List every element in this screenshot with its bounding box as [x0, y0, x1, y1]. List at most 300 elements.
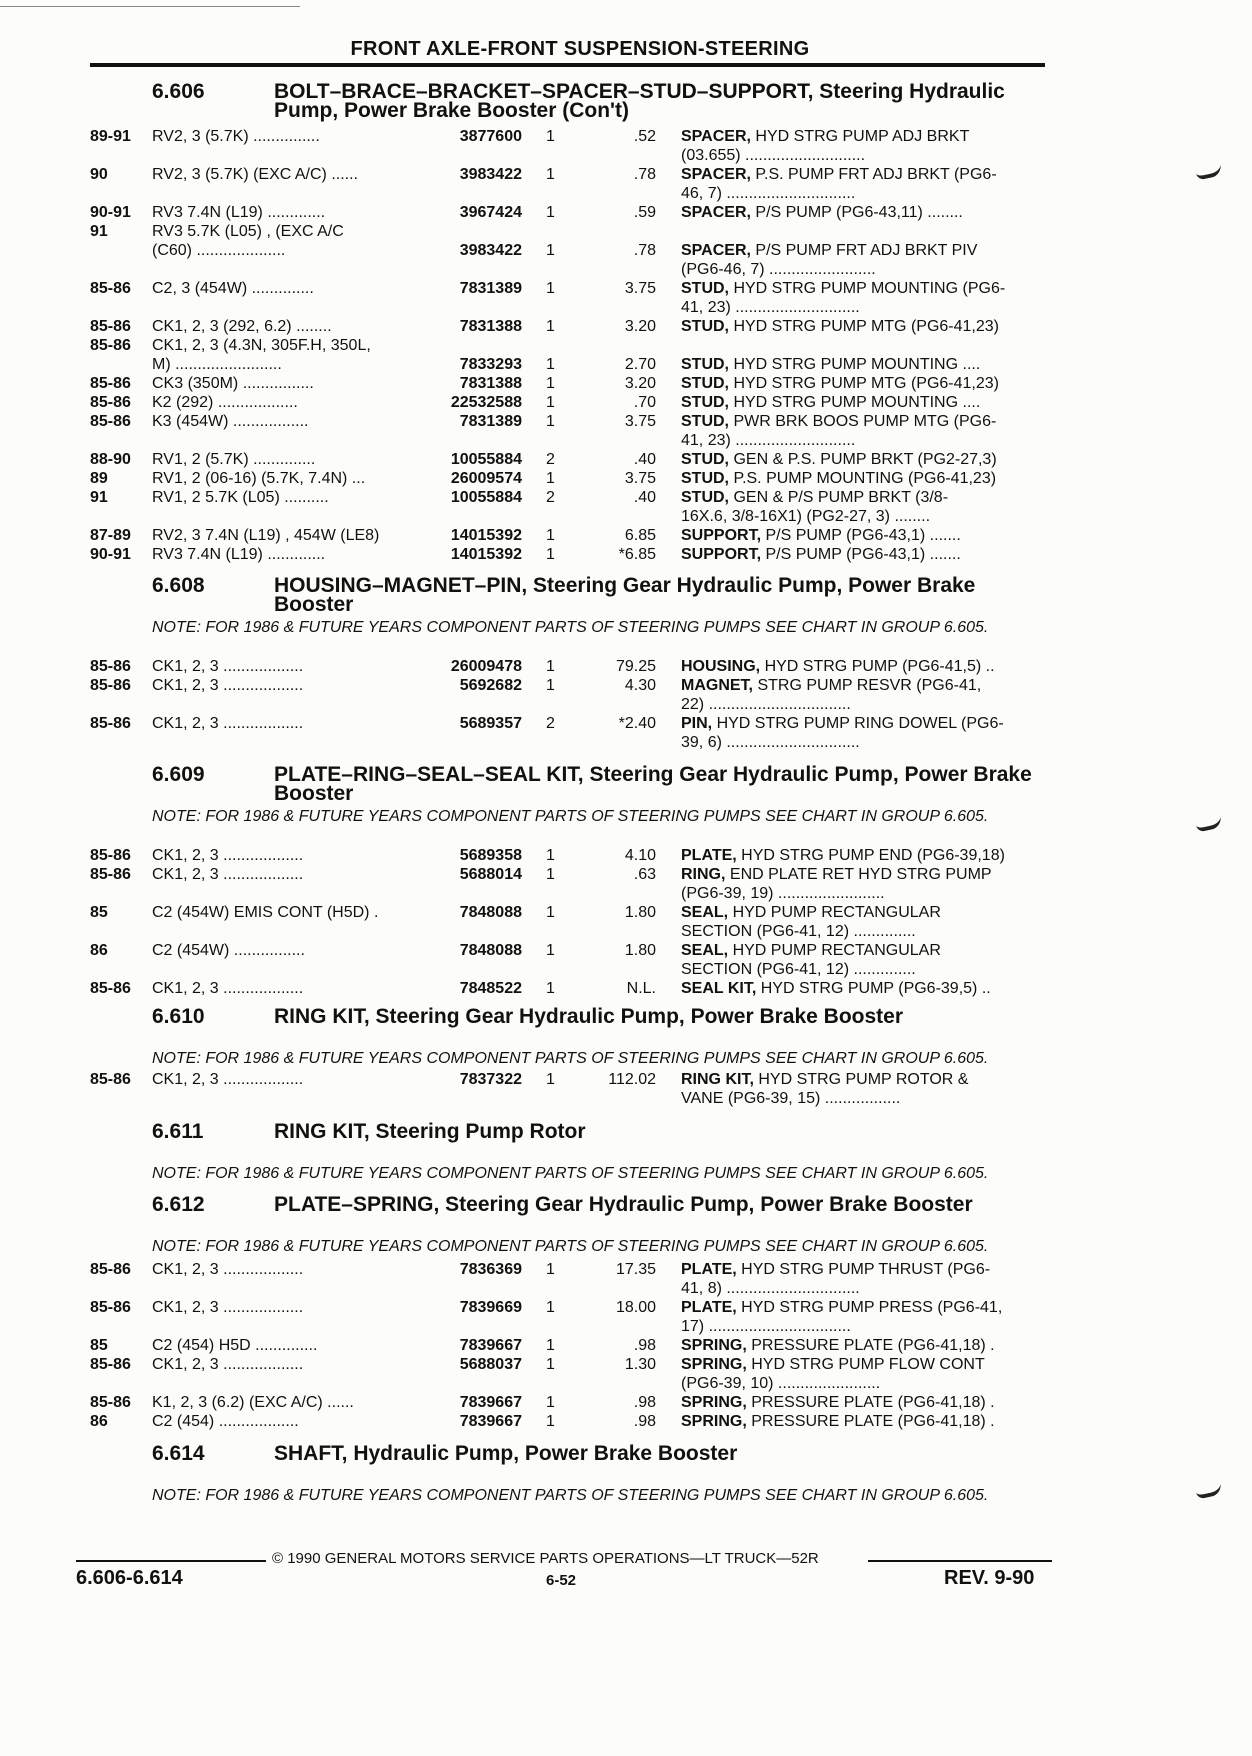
- description-text: SECTION (PG6-41, 12) ..............: [681, 961, 916, 978]
- model-years: 86: [90, 942, 108, 959]
- description-noun: STUD,: [681, 280, 729, 297]
- section-number: 6.611: [152, 1120, 204, 1143]
- part-row: [0, 165, 1252, 184]
- footer-section-range: 6.606-6.614: [76, 1567, 183, 1589]
- description: [681, 1279, 860, 1298]
- model-years: 85-86: [90, 677, 131, 694]
- description: [681, 127, 969, 146]
- description-text: END PLATE RET HYD STRG PUMP: [729, 866, 992, 883]
- description-text: STRG PUMP RESVR (PG6-41,: [757, 677, 982, 694]
- part-number: 7848522: [459, 980, 522, 997]
- part-row: [0, 657, 1252, 676]
- section-number: 6.610: [152, 1005, 205, 1028]
- quantity: 1: [546, 527, 555, 544]
- description-text: PRESSURE PLATE (PG6-41,18) .: [751, 1413, 995, 1430]
- part-row: [0, 545, 1252, 564]
- description-text: P/S PUMP (PG6-43,1) .......: [765, 527, 961, 544]
- application: K1, 2, 3 (6.2) (EXC A/C) ......: [152, 1394, 354, 1411]
- description: [681, 469, 996, 488]
- model-years: 85-86: [90, 337, 131, 354]
- description-noun: SPRING,: [681, 1356, 747, 1373]
- price: *6.85: [618, 546, 656, 563]
- description: [681, 450, 997, 469]
- description-text: (PG6-46, 7) ........................: [681, 261, 876, 278]
- description: [681, 714, 1004, 733]
- part-row: [0, 374, 1252, 393]
- description-noun: RING KIT,: [681, 1071, 754, 1088]
- description-text: P.S. PUMP MOUNTING (PG6-41,23): [733, 470, 997, 487]
- application: K2 (292) ..................: [152, 394, 298, 411]
- description-text: HYD STRG PUMP MTG (PG6-41,23): [733, 318, 999, 335]
- application: C2 (454) H5D ..............: [152, 1337, 318, 1354]
- section-number: 6.612: [152, 1193, 205, 1216]
- price: *2.40: [618, 715, 656, 732]
- description: [681, 203, 963, 222]
- top-scan-line: [0, 6, 300, 7]
- model-years: 85-86: [90, 1299, 131, 1316]
- description-text: 39, 6) ..............................: [681, 734, 860, 751]
- part-number: 3983422: [459, 166, 522, 183]
- description: [681, 545, 961, 564]
- part-row: [0, 695, 1252, 714]
- description: [681, 526, 961, 545]
- section-note: NOTE: FOR 1986 & FUTURE YEARS COMPONENT PARTS OF STEERING PUMPS SEE CHART IN GROUP 6.605.: [152, 1050, 989, 1067]
- description-noun: STUD,: [681, 470, 729, 487]
- description-text: 41, 23) ............................: [681, 299, 860, 316]
- application: C2 (454) ..................: [152, 1413, 299, 1430]
- section-number: 6.614: [152, 1442, 205, 1465]
- part-row: [0, 1317, 1252, 1336]
- part-number: 10055884: [450, 451, 522, 468]
- model-years: 85-86: [90, 1071, 131, 1088]
- price: 3.75: [624, 470, 656, 487]
- application: CK1, 2, 3 ..................: [152, 847, 304, 864]
- model-years: 89: [90, 470, 108, 487]
- quantity: 1: [546, 1394, 555, 1411]
- price: .98: [633, 1413, 656, 1430]
- part-row: [0, 127, 1252, 146]
- description-noun: SPACER,: [681, 204, 751, 221]
- price: 2.70: [624, 356, 656, 373]
- price: 3.75: [624, 280, 656, 297]
- section-title: SHAFT, Hydraulic Pump, Power Brake Booster: [274, 1442, 738, 1465]
- description-noun: SPRING,: [681, 1413, 747, 1430]
- part-number: 7831389: [459, 413, 522, 430]
- application: M) ........................: [152, 356, 282, 373]
- model-years: 85-86: [90, 1356, 131, 1373]
- quantity: 1: [546, 980, 555, 997]
- quantity: 1: [546, 128, 555, 145]
- quantity: 1: [546, 394, 555, 411]
- description: [681, 431, 855, 450]
- part-row: [0, 846, 1252, 865]
- part-row: [0, 526, 1252, 545]
- application: (C60) ....................: [152, 242, 286, 259]
- application: CK1, 2, 3 (292, 6.2) ........: [152, 318, 332, 335]
- description: [681, 165, 997, 184]
- model-years: 85-86: [90, 413, 131, 430]
- description-text: HYD STRG PUMP MTG (PG6-41,23): [733, 375, 999, 392]
- quantity: 1: [546, 1071, 555, 1088]
- part-number: 7831388: [459, 375, 522, 392]
- description-text: 22) ................................: [681, 696, 851, 713]
- model-years: 89-91: [90, 128, 131, 145]
- application: RV3 7.4N (L19) .............: [152, 546, 326, 563]
- application: CK3 (350M) ................: [152, 375, 314, 392]
- description-noun: STUD,: [681, 394, 729, 411]
- description-noun: SPACER,: [681, 128, 751, 145]
- description-text: HYD STRG PUMP MOUNTING ....: [733, 356, 981, 373]
- description: [681, 355, 980, 374]
- section-note: NOTE: FOR 1986 & FUTURE YEARS COMPONENT PARTS OF STEERING PUMPS SEE CHART IN GROUP 6.605.: [152, 1487, 989, 1504]
- description-text: HYD STRG PUMP THRUST (PG6-: [741, 1261, 991, 1278]
- description: [681, 241, 977, 260]
- price: N.L.: [626, 980, 656, 997]
- description-text: PWR BRK BOOS PUMP MTG (PG6-: [733, 413, 997, 430]
- part-number: 7833293: [459, 356, 522, 373]
- description: [681, 1355, 985, 1374]
- price: 4.30: [624, 677, 656, 694]
- application: RV1, 2 (06-16) (5.7K, 7.4N) ...: [152, 470, 366, 487]
- part-number: 7848088: [459, 904, 522, 921]
- application: CK1, 2, 3 ..................: [152, 658, 304, 675]
- description-text: 41, 8) ..............................: [681, 1280, 860, 1297]
- model-years: 85-86: [90, 715, 131, 732]
- description: [681, 393, 980, 412]
- price: 1.80: [624, 904, 656, 921]
- model-years: 90-91: [90, 546, 131, 563]
- description-text: HYD STRG PUMP MOUNTING (PG6-: [733, 280, 1006, 297]
- model-years: 85-86: [90, 318, 131, 335]
- price: .40: [633, 451, 656, 468]
- model-years: 85-86: [90, 280, 131, 297]
- model-years: 86: [90, 1413, 108, 1430]
- price: .78: [633, 166, 656, 183]
- model-years: 87-89: [90, 527, 131, 544]
- part-row: [0, 1279, 1252, 1298]
- page-header-title: FRONT AXLE-FRONT SUSPENSION-STEERING: [350, 38, 810, 60]
- part-number: 5688037: [459, 1356, 522, 1373]
- model-years: 88-90: [90, 451, 131, 468]
- description-noun: SPACER,: [681, 166, 751, 183]
- description-noun: PLATE,: [681, 1299, 737, 1316]
- model-years: 85-86: [90, 394, 131, 411]
- section-title: RING KIT, Steering Gear Hydraulic Pump, Power Brake Booster: [274, 1005, 904, 1028]
- part-number: 26009478: [450, 658, 522, 675]
- description: [681, 865, 992, 884]
- description-text: HYD STRG PUMP PRESS (PG6-41,: [741, 1299, 1003, 1316]
- part-row: [0, 1336, 1252, 1355]
- part-row: [0, 1374, 1252, 1393]
- price: .78: [633, 242, 656, 259]
- model-years: 85-86: [90, 1261, 131, 1278]
- price: .63: [633, 866, 656, 883]
- description-noun: STUD,: [681, 318, 729, 335]
- application: RV2, 3 7.4N (L19) , 454W (LE8): [152, 527, 380, 544]
- model-years: 90: [90, 166, 108, 183]
- description-noun: RING,: [681, 866, 726, 883]
- part-number: 5692682: [459, 677, 522, 694]
- description-noun: PLATE,: [681, 1261, 737, 1278]
- part-row: [0, 317, 1252, 336]
- description-noun: PLATE,: [681, 847, 737, 864]
- part-number: 5689358: [459, 847, 522, 864]
- description-text: 41, 23) ...........................: [681, 432, 856, 449]
- section-title: BOLT–BRACE–BRACKET–SPACER–STUD–SUPPORT, Steering Hydraulic Pump, Power Brake Booster (Con't): [274, 80, 1005, 122]
- description-text: P/S PUMP (PG6-43,1) .......: [765, 546, 961, 563]
- application: CK1, 2, 3 ..................: [152, 677, 304, 694]
- price: .70: [633, 394, 656, 411]
- footer-rule-left: [76, 1560, 266, 1562]
- description: [681, 676, 981, 695]
- description-text: PRESSURE PLATE (PG6-41,18) .: [751, 1394, 995, 1411]
- part-row: [0, 507, 1252, 526]
- description: [681, 298, 860, 317]
- price: 17.35: [615, 1261, 656, 1278]
- part-row: [0, 1412, 1252, 1431]
- description-text: (03.655) ...........................: [681, 147, 866, 164]
- model-years: 85-86: [90, 375, 131, 392]
- description-noun: SEAL,: [681, 904, 729, 921]
- description-noun: SUPPORT,: [681, 527, 762, 544]
- application: RV2, 3 (5.7K) (EXC A/C) ......: [152, 166, 358, 183]
- description: [681, 979, 991, 998]
- model-years: 85: [90, 1337, 108, 1354]
- section-note: NOTE: FOR 1986 & FUTURE YEARS COMPONENT PARTS OF STEERING PUMPS SEE CHART IN GROUP 6.605.: [152, 1238, 989, 1255]
- quantity: 2: [546, 451, 555, 468]
- description: [681, 695, 851, 714]
- binder-mark: [1195, 815, 1223, 832]
- quantity: 1: [546, 280, 555, 297]
- part-row: [0, 884, 1252, 903]
- description-noun: SEAL KIT,: [681, 980, 757, 997]
- application: CK1, 2, 3 ..................: [152, 1071, 304, 1088]
- description-noun: STUD,: [681, 356, 729, 373]
- part-row: [0, 431, 1252, 450]
- description-text: GEN & P.S. PUMP BRKT (PG2-27,3): [733, 451, 997, 468]
- quantity: 1: [546, 942, 555, 959]
- description: [681, 507, 930, 526]
- part-number: 7848088: [459, 942, 522, 959]
- part-number: 3967424: [459, 204, 522, 221]
- description: [681, 1412, 995, 1431]
- price: 4.10: [624, 847, 656, 864]
- model-years: 85-86: [90, 1394, 131, 1411]
- part-row: [0, 922, 1252, 941]
- price: 1.30: [624, 1356, 656, 1373]
- description: [681, 260, 876, 279]
- part-row: [0, 903, 1252, 922]
- description-text: HYD PUMP RECTANGULAR: [732, 904, 941, 921]
- part-number: 26009574: [450, 470, 522, 487]
- section-number: 6.606: [152, 80, 205, 103]
- price: 6.85: [624, 527, 656, 544]
- price: 3.20: [624, 375, 656, 392]
- quantity: 1: [546, 1337, 555, 1354]
- part-row: [0, 260, 1252, 279]
- application: C2 (454W) ................: [152, 942, 305, 959]
- description: [681, 374, 999, 393]
- part-number: 10055884: [450, 489, 522, 506]
- application: CK1, 2, 3 ..................: [152, 980, 304, 997]
- quantity: 1: [546, 356, 555, 373]
- description-noun: STUD,: [681, 489, 729, 506]
- model-years: 85-86: [90, 980, 131, 997]
- part-row: [0, 714, 1252, 733]
- quantity: 1: [546, 242, 555, 259]
- application: CK1, 2, 3 (4.3N, 305F.H, 350L,: [152, 337, 371, 354]
- part-row: [0, 1070, 1252, 1089]
- part-row: [0, 469, 1252, 488]
- section-note: NOTE: FOR 1986 & FUTURE YEARS COMPONENT PARTS OF STEERING PUMPS SEE CHART IN GROUP 6.605.: [152, 808, 989, 825]
- part-row: [0, 184, 1252, 203]
- part-row: [0, 336, 1252, 355]
- description-noun: SPRING,: [681, 1394, 747, 1411]
- model-years: 90-91: [90, 204, 131, 221]
- description-text: P/S PUMP (PG6-43,11) ........: [755, 204, 963, 221]
- description: [681, 846, 1005, 865]
- description-text: HYD STRG PUMP FLOW CONT: [751, 1356, 985, 1373]
- description-text: 17) ................................: [681, 1318, 851, 1335]
- part-row: [0, 279, 1252, 298]
- quantity: 1: [546, 166, 555, 183]
- part-row: [0, 488, 1252, 507]
- description: [681, 733, 860, 752]
- description-text: (PG6-39, 10) .......................: [681, 1375, 881, 1392]
- description-text: P.S. PUMP FRT ADJ BRKT (PG6-: [755, 166, 997, 183]
- description-text: GEN & P/S PUMP BRKT (3/8-: [733, 489, 949, 506]
- description: [681, 488, 948, 507]
- application: RV1, 2 (5.7K) ..............: [152, 451, 316, 468]
- footer-rule-right: [868, 1560, 1052, 1562]
- footer-page-number: 6-52: [546, 1572, 577, 1589]
- description: [681, 884, 885, 903]
- quantity: 1: [546, 677, 555, 694]
- quantity: 1: [546, 1299, 555, 1316]
- description-text: HYD STRG PUMP RING DOWEL (PG6-: [716, 715, 1004, 732]
- description-noun: STUD,: [681, 413, 729, 430]
- description: [681, 1089, 900, 1108]
- description: [681, 941, 941, 960]
- quantity: 2: [546, 715, 555, 732]
- footer-copyright: © 1990 GENERAL MOTORS SERVICE PARTS OPERATIONS—LT TRUCK—52R: [272, 1550, 819, 1567]
- part-row: [0, 298, 1252, 317]
- part-row: [0, 865, 1252, 884]
- part-row: [0, 355, 1252, 374]
- price: 3.20: [624, 318, 656, 335]
- price: 18.00: [615, 1299, 656, 1316]
- description-text: HYD STRG PUMP (PG6-39,5) ..: [760, 980, 991, 997]
- description: [681, 317, 999, 336]
- part-number: 3877600: [459, 128, 522, 145]
- part-row: [0, 1260, 1252, 1279]
- section-number: 6.609: [152, 763, 205, 786]
- footer-revision: REV. 9-90: [944, 1567, 1035, 1589]
- part-row: [0, 1089, 1252, 1108]
- section-note: NOTE: FOR 1986 & FUTURE YEARS COMPONENT PARTS OF STEERING PUMPS SEE CHART IN GROUP 6.605.: [152, 619, 989, 636]
- description-noun: SPACER,: [681, 242, 751, 259]
- description: [681, 922, 916, 941]
- quantity: 1: [546, 204, 555, 221]
- model-years: 85-86: [90, 847, 131, 864]
- application: K3 (454W) .................: [152, 413, 309, 430]
- application: RV3 5.7K (L05) , (EXC A/C: [152, 223, 344, 240]
- part-row: [0, 241, 1252, 260]
- description: [681, 1298, 1002, 1317]
- description-noun: PIN,: [681, 715, 713, 732]
- part-row: [0, 960, 1252, 979]
- part-number: 7831389: [459, 280, 522, 297]
- header-rule: [90, 63, 1045, 67]
- quantity: 1: [546, 413, 555, 430]
- description-noun: MAGNET,: [681, 677, 753, 694]
- description: [681, 657, 995, 676]
- application: CK1, 2, 3 ..................: [152, 1261, 304, 1278]
- section-title: RING KIT, Steering Pump Rotor: [274, 1120, 586, 1143]
- part-row: [0, 733, 1252, 752]
- part-row: [0, 393, 1252, 412]
- quantity: 1: [546, 470, 555, 487]
- quantity: 1: [546, 658, 555, 675]
- quantity: 1: [546, 546, 555, 563]
- description-text: PRESSURE PLATE (PG6-41,18) .: [751, 1337, 995, 1354]
- part-row: [0, 676, 1252, 695]
- part-number: 7839669: [459, 1299, 522, 1316]
- application: CK1, 2, 3 ..................: [152, 715, 304, 732]
- binder-mark: [1195, 1482, 1223, 1499]
- model-years: 91: [90, 489, 108, 506]
- section-number: 6.608: [152, 574, 205, 597]
- price: .98: [633, 1394, 656, 1411]
- description-text: HYD STRG PUMP MOUNTING ....: [733, 394, 981, 411]
- description-text: 16X.6, 3/8-16X1) (PG2-27, 3) ........: [681, 508, 931, 525]
- description-text: HYD STRG PUMP (PG6-41,5) ..: [764, 658, 995, 675]
- quantity: 2: [546, 489, 555, 506]
- price: 3.75: [624, 413, 656, 430]
- model-years: 85-86: [90, 866, 131, 883]
- part-number: 14015392: [450, 546, 522, 563]
- description-text: HYD PUMP RECTANGULAR: [732, 942, 941, 959]
- part-row: [0, 203, 1252, 222]
- part-number: 5689357: [459, 715, 522, 732]
- quantity: 1: [546, 847, 555, 864]
- description-noun: SPRING,: [681, 1337, 747, 1354]
- part-row: [0, 979, 1252, 998]
- part-number: 14015392: [450, 527, 522, 544]
- part-number: 22532588: [450, 394, 522, 411]
- description: [681, 903, 941, 922]
- price: .59: [633, 204, 656, 221]
- part-row: [0, 222, 1252, 241]
- quantity: 1: [546, 1356, 555, 1373]
- part-number: 5688014: [459, 866, 522, 883]
- quantity: 1: [546, 1261, 555, 1278]
- description-text: HYD STRG PUMP END (PG6-39,18): [741, 847, 1005, 864]
- application: RV2, 3 (5.7K) ...............: [152, 128, 320, 145]
- description: [681, 1336, 995, 1355]
- description-text: (PG6-39, 19) ........................: [681, 885, 885, 902]
- application: RV3 7.4N (L19) .............: [152, 204, 326, 221]
- part-row: [0, 450, 1252, 469]
- description-text: 46, 7) .............................: [681, 185, 856, 202]
- description-noun: STUD,: [681, 451, 729, 468]
- application: C2 (454W) EMIS CONT (H5D) .: [152, 904, 379, 921]
- description-text: VANE (PG6-39, 15) .................: [681, 1090, 901, 1107]
- description: [681, 960, 916, 979]
- section-note: NOTE: FOR 1986 & FUTURE YEARS COMPONENT PARTS OF STEERING PUMPS SEE CHART IN GROUP 6.605.: [152, 1165, 989, 1182]
- description-noun: SEAL,: [681, 942, 729, 959]
- section-title: PLATE–RING–SEAL–SEAL KIT, Steering Gear Hydraulic Pump, Power Brake Booster: [274, 763, 1032, 805]
